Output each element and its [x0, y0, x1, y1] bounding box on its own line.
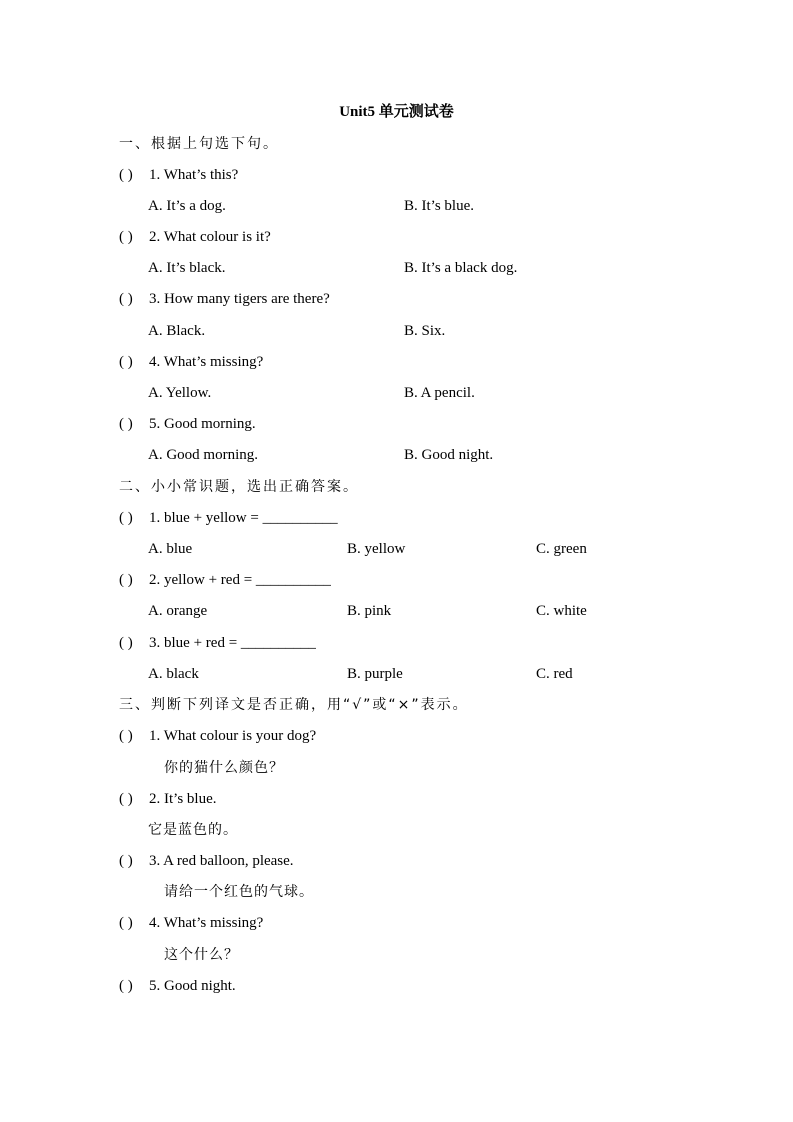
answer-blank[interactable]: ( ): [119, 167, 133, 183]
question-text: 2. What colour is it?: [149, 229, 271, 245]
p1-q3-option-a: A. Black.: [148, 323, 206, 339]
p2-q1-option-b: B. yellow: [347, 541, 406, 557]
question-text: 5. Good morning.: [149, 416, 256, 432]
p1-q2-option-a: A. It’s black.: [148, 260, 226, 276]
p2-question-3: [119, 632, 316, 654]
answer-blank[interactable]: ( ): [119, 635, 133, 651]
answer-blank[interactable]: ( ): [119, 853, 133, 869]
p2-q2-option-b: B. pink: [347, 603, 392, 619]
p2-q1-option-a: A. blue: [148, 541, 193, 557]
answer-blank[interactable]: ( ): [119, 915, 133, 931]
p1-q1-option-a: A. It’s a dog.: [148, 198, 226, 214]
p3-q3-translation: 请给一个红色的气球。: [164, 884, 314, 900]
p1-question-4: [119, 351, 263, 373]
question-text: 4. What’s missing?: [149, 915, 264, 931]
p2-question-1: [119, 507, 338, 529]
p1-q3-option-b: B. Six.: [404, 323, 446, 339]
p3-q2-translation: 它是蓝色的。: [148, 822, 238, 838]
question-text: 3. How many tigers are there?: [149, 291, 330, 307]
p1-q5-option-b: B. Good night.: [404, 447, 494, 463]
section-2-heading: 二、小小常识题，选出正确答案。: [119, 479, 359, 495]
p3-question-5: [119, 975, 236, 997]
p3-q1-translation: 你的猫什么颜色？: [164, 760, 284, 776]
question-text: 5. Good night.: [149, 978, 236, 994]
answer-blank[interactable]: ( ): [119, 791, 133, 807]
p2-q2-option-a: A. orange: [148, 603, 208, 619]
question-text: 3. blue + red = __________: [149, 635, 316, 651]
question-text: 1. blue + yellow = __________: [149, 510, 338, 526]
p3-question-2: [119, 788, 217, 810]
p3-question-4: [119, 912, 263, 934]
question-text: 2. It’s blue.: [149, 791, 217, 807]
section-1-heading: 一、根据上句选下句。: [119, 136, 279, 152]
page-title: Unit5 单元测试卷: [339, 104, 454, 120]
answer-blank[interactable]: ( ): [119, 229, 133, 245]
question-text: 1. What’s this?: [149, 167, 239, 183]
p1-q4-option-b: B. A pencil.: [404, 385, 475, 401]
p2-q3-option-b: B. purple: [347, 666, 403, 682]
answer-blank[interactable]: ( ): [119, 572, 133, 588]
section-3-heading: 三、判断下列译文是否正确，用“√”或“×”表示。: [119, 697, 469, 713]
p2-question-2: [119, 569, 331, 591]
p1-question-3: [119, 288, 330, 310]
p1-question-5: [119, 413, 256, 435]
p2-q1-option-c: C. green: [536, 541, 587, 557]
p1-q5-option-a: A. Good morning.: [148, 447, 258, 463]
answer-blank[interactable]: ( ): [119, 291, 133, 307]
p3-question-1: [119, 725, 316, 747]
answer-blank[interactable]: ( ): [119, 416, 133, 432]
question-text: 2. yellow + red = __________: [149, 572, 331, 588]
p3-q4-translation: 这个什么？: [164, 947, 239, 963]
p1-q2-option-b: B. It’s a black dog.: [404, 260, 518, 276]
p1-question-1: [119, 164, 238, 186]
p1-q1-option-b: B. It’s blue.: [404, 198, 474, 214]
p2-q2-option-c: C. white: [536, 603, 587, 619]
answer-blank[interactable]: ( ): [119, 354, 133, 370]
answer-blank[interactable]: ( ): [119, 510, 133, 526]
question-text: 3. A red balloon, please.: [149, 853, 294, 869]
p2-q3-option-c: C. red: [536, 666, 573, 682]
p1-q4-option-a: A. Yellow.: [148, 385, 212, 401]
p3-question-3: [119, 850, 294, 872]
question-text: 4. What’s missing?: [149, 354, 264, 370]
p1-question-2: [119, 226, 271, 248]
p2-q3-option-a: A. black: [148, 666, 199, 682]
answer-blank[interactable]: ( ): [119, 728, 133, 744]
question-text: 1. What colour is your dog?: [149, 728, 317, 744]
answer-blank[interactable]: ( ): [119, 978, 133, 994]
